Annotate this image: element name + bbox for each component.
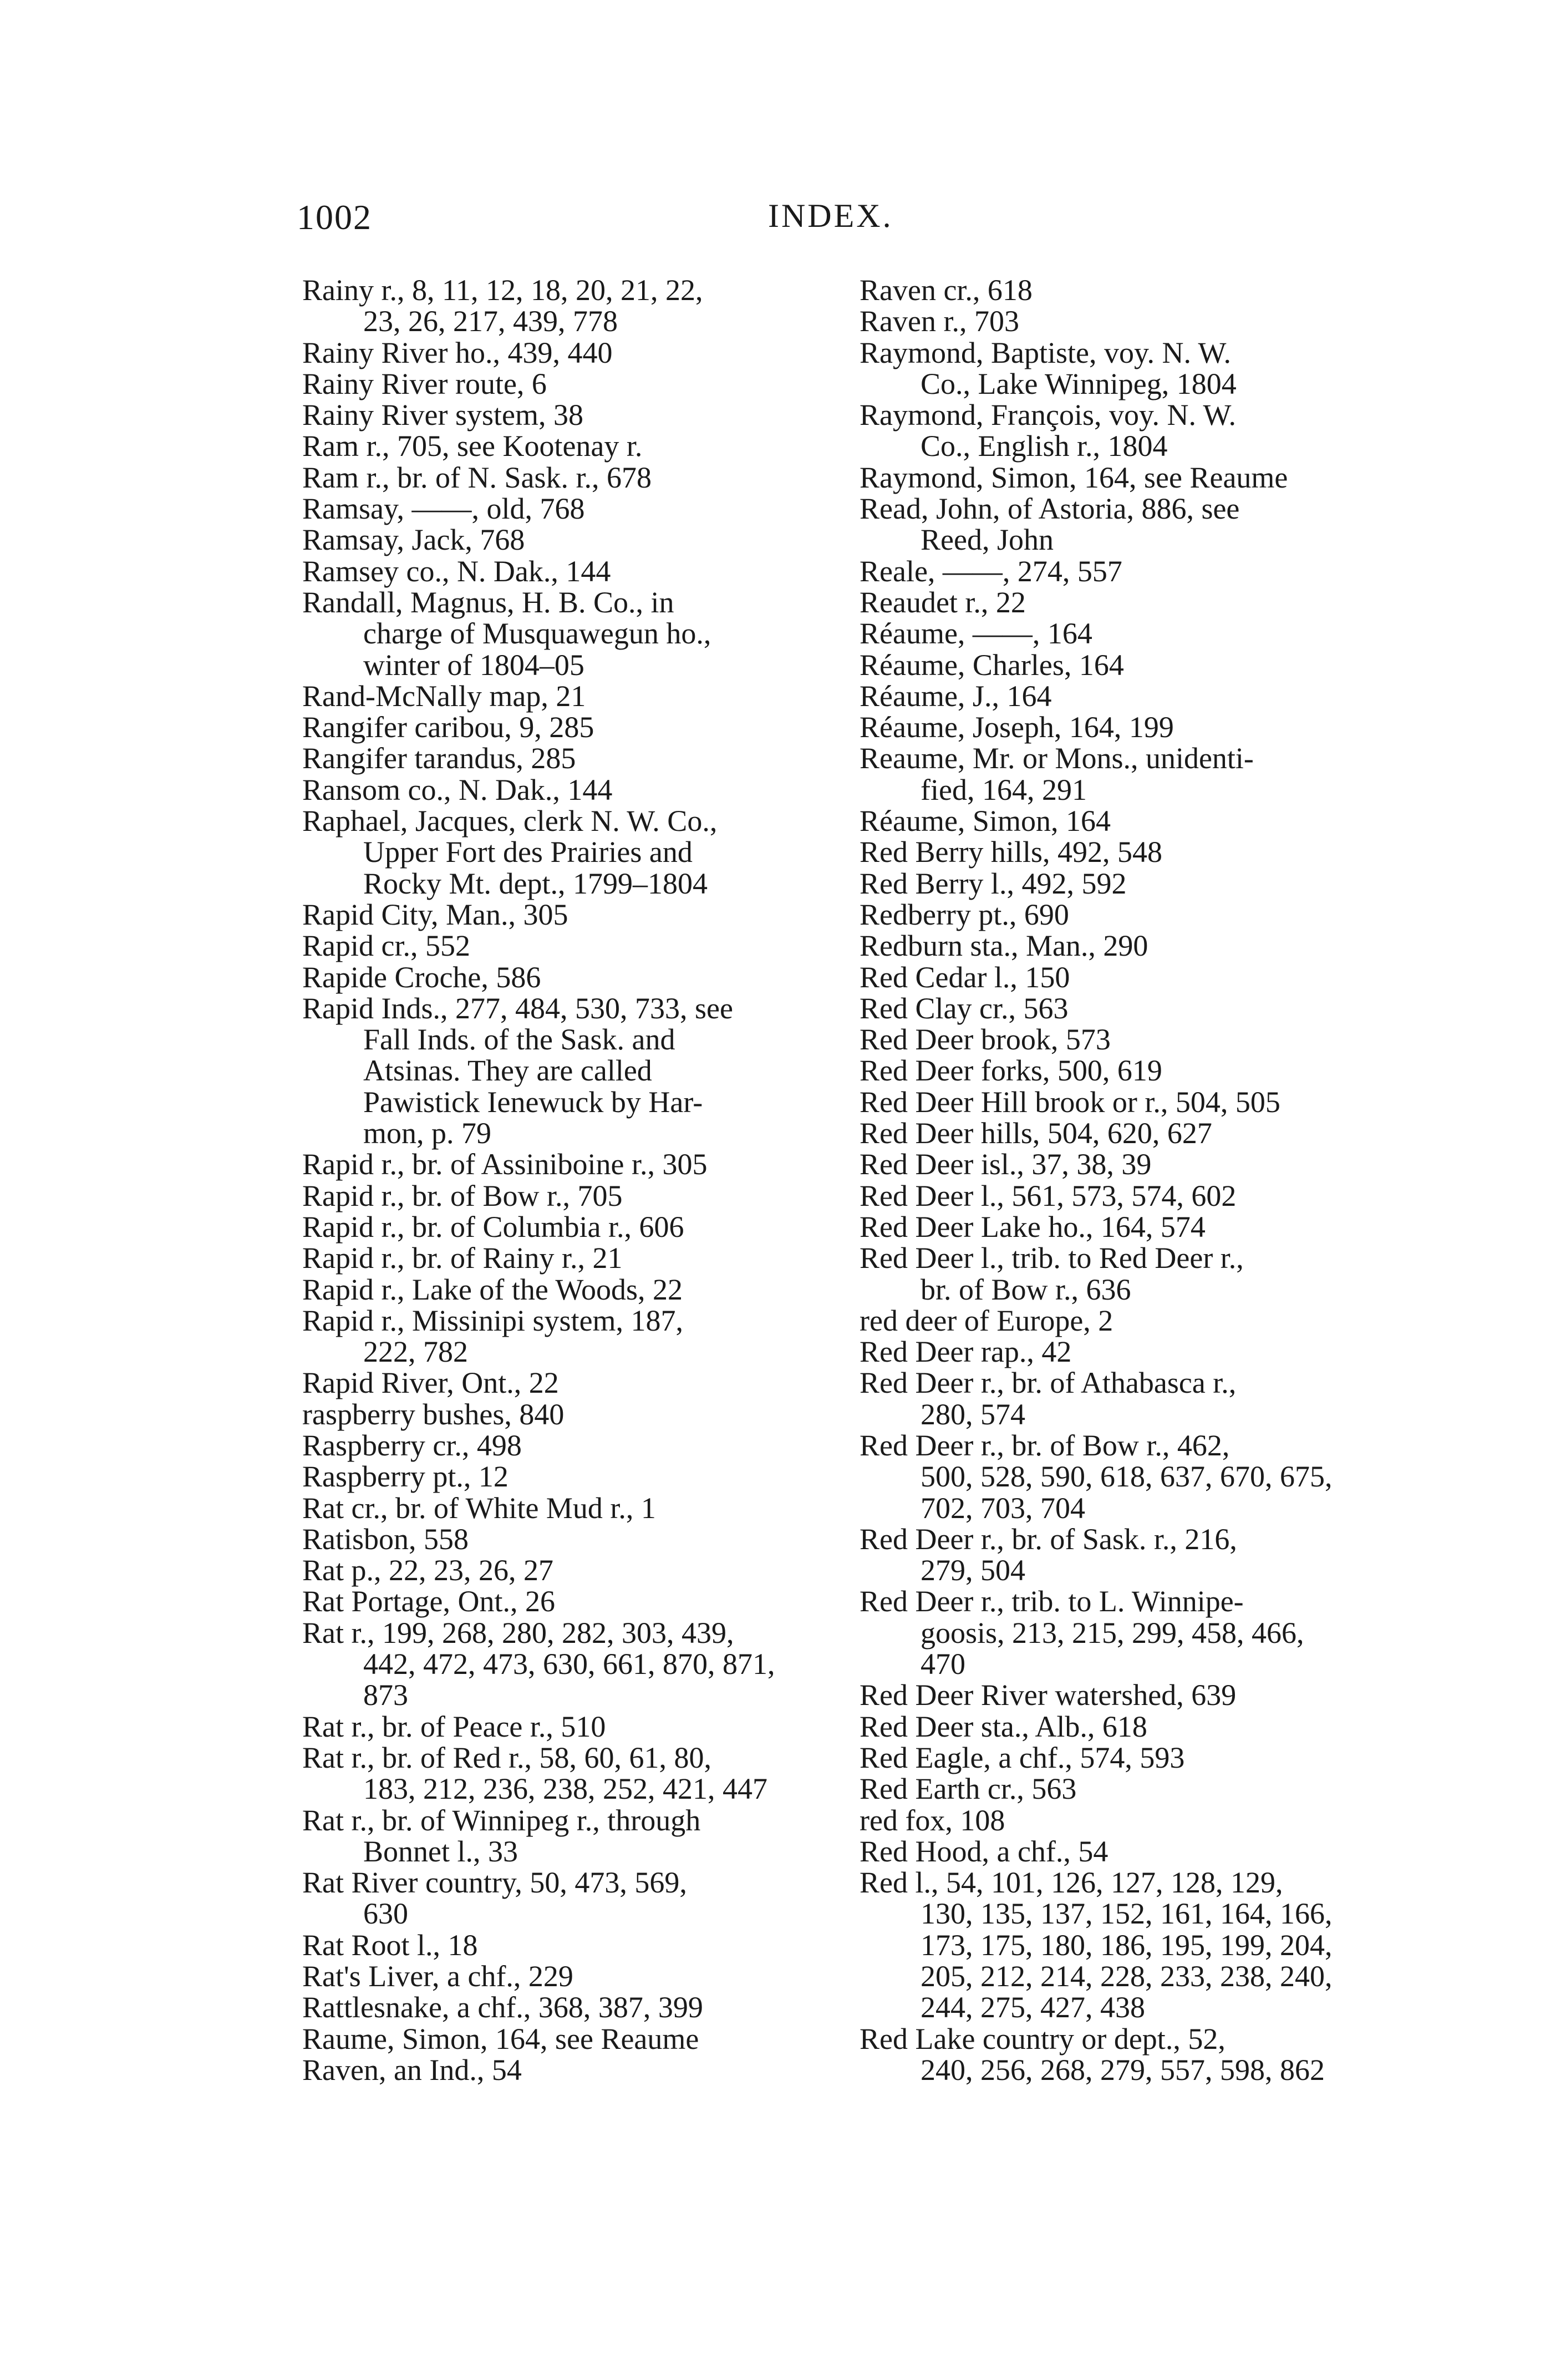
index-entry: Redburn sta., Man., 290 [860, 929, 1148, 963]
index-entry: Raymond, François, voy. N. W. Co., English r., 1804 [860, 398, 1236, 463]
index-entry: Rapide Croche, 586 [302, 960, 541, 994]
index-entry: Red Eagle, a chf., 574, 593 [860, 1740, 1185, 1774]
index-entry: red deer of Europe, 2 [860, 1303, 1113, 1337]
index-entry: Red Deer Hill brook or r., 504, 505 [860, 1085, 1280, 1119]
index-entry: Red Deer r., br. of Sask. r., 216, 279, 504 [860, 1522, 1237, 1587]
index-entry: raspberry bushes, 840 [302, 1397, 565, 1431]
index-entry: Rat r., br. of Peace r., 510 [302, 1709, 606, 1743]
index-entry: Red Earth cr., 563 [860, 1772, 1077, 1806]
index-entry: Red Deer Lake ho., 164, 574 [860, 1210, 1206, 1244]
index-entry: Red Deer r., trib. to L. Winnipe- goosis, 213, 215, 299, 458, 466, 470 [860, 1585, 1304, 1681]
index-entry: Red Deer River watershed, 639 [860, 1678, 1237, 1712]
index-entry: Red Cedar l., 150 [860, 960, 1070, 994]
index-entry: Raymond, Baptiste, voy. N. W. Co., Lake Winnipeg, 1804 [860, 336, 1237, 400]
index-entry: Red Deer l., trib. to Red Deer r., br. of Bow r., 636 [860, 1241, 1244, 1306]
index-entry: Randall, Magnus, H. B. Co., in charge of Musquawegun ho., winter of 1804–05 [302, 585, 711, 682]
index-entry: Red Deer brook, 573 [860, 1023, 1111, 1057]
index-entry: Ramsay, ——, old, 768 [302, 492, 585, 526]
index-entry: Raspberry cr., 498 [302, 1428, 522, 1462]
index-entry: Red Berry hills, 492, 548 [860, 835, 1162, 869]
index-entry: Rat's Liver, a chf., 229 [302, 1960, 573, 1993]
index-entry: Rat r., br. of Red r., 58, 60, 61, 80, 183, 212, 236, 238, 252, 421, 447 [302, 1740, 767, 1806]
index-entry: Réaume, Simon, 164 [860, 804, 1111, 838]
running-head: INDEX. [768, 197, 893, 234]
index-entry: Rangifer caribou, 9, 285 [302, 711, 594, 744]
index-entry: Raspberry pt., 12 [302, 1460, 509, 1494]
index-entry: Red Lake country or dept., 52, 240, 256, 268, 279, 557, 598, 862 [860, 2022, 1325, 2087]
index-entry: Réaume, ——, 164 [860, 617, 1092, 651]
index-entry: Rapid r., br. of Columbia r., 606 [302, 1210, 684, 1244]
index-entry: Rainy r., 8, 11, 12, 18, 20, 21, 22, 23, 26, 217, 439, 778 [302, 273, 703, 338]
index-entry: Rat Portage, Ont., 26 [302, 1585, 555, 1618]
index-entry: Rat p., 22, 23, 26, 27 [302, 1554, 553, 1587]
index-entry: Red Deer isl., 37, 38, 39 [860, 1148, 1152, 1181]
index-entry: Rapid River, Ont., 22 [302, 1366, 559, 1400]
index-entry: Read, John, of Astoria, 886, see Reed, John [860, 492, 1240, 557]
index-entry: Raven cr., 618 [860, 273, 1033, 307]
index-entry: Rapid r., br. of Bow r., 705 [302, 1179, 623, 1212]
index-entry: Rapid City, Man., 305 [302, 897, 568, 931]
page-number: 1002 [297, 197, 372, 237]
index-entry: Réaume, J., 164 [860, 679, 1052, 713]
index-entry: Rainy River ho., 439, 440 [302, 336, 613, 369]
index-entry: Ramsay, Jack, 768 [302, 523, 525, 557]
index-entry: Red Deer forks, 500, 619 [860, 1054, 1162, 1088]
index-entry: Rat r., 199, 268, 280, 282, 303, 439, 442, 472, 473, 630, 661, 870, 871, 873 [302, 1616, 775, 1712]
index-entry: Red Hood, a chf., 54 [860, 1834, 1108, 1868]
index-entry: Rand-McNally map, 21 [302, 679, 586, 713]
index-entry: Rainy River route, 6 [302, 367, 547, 400]
index-entry: Rat Root l., 18 [302, 1928, 478, 1962]
index-entry: Ram r., br. of N. Sask. r., 678 [302, 460, 652, 494]
index-entry: Ram r., 705, see Kootenay r. [302, 429, 643, 463]
index-entry: Red Deer l., 561, 573, 574, 602 [860, 1179, 1237, 1212]
index-entry: Ransom co., N. Dak., 144 [302, 773, 613, 806]
index-entry: Red Deer sta., Alb., 618 [860, 1709, 1147, 1743]
index-entry: red fox, 108 [860, 1803, 1005, 1837]
index-column-left [302, 275, 857, 2085]
index-entry: Red Berry l., 492, 592 [860, 866, 1127, 900]
index-entry: Rapid cr., 552 [302, 929, 470, 963]
index-entry: Reale, ——, 274, 557 [860, 554, 1122, 588]
index-entry: Ramsey co., N. Dak., 144 [302, 554, 611, 588]
index-entry: Red Deer r., br. of Bow r., 462, 500, 528, 590, 618, 637, 670, 675, 702, 703, 704 [860, 1428, 1333, 1525]
index-entry: Rainy River system, 38 [302, 398, 583, 432]
index-entry: Rattlesnake, a chf., 368, 387, 399 [302, 1991, 703, 2024]
index-entry: Red l., 54, 101, 126, 127, 128, 129, 130, 135, 137, 152, 161, 164, 166, 173, 175, 180, 186, 195, 199, 204, 205, 212, 214, 228, 233, 238, 240, 244, 275, 427, 438 [860, 1866, 1333, 2024]
index-entry: Ratisbon, 558 [302, 1522, 469, 1556]
index-entry: Reaume, Mr. or Mons., unidenti- fied, 164, 291 [860, 742, 1254, 806]
index-entry: Rat River country, 50, 473, 569, 630 [302, 1866, 687, 1931]
index-entry: Raymond, Simon, 164, see Reaume [860, 460, 1288, 494]
index-entry: Red Deer r., br. of Athabasca r., 280, 574 [860, 1366, 1237, 1431]
index-entry: Rapid r., Lake of the Woods, 22 [302, 1272, 683, 1306]
index-entry: Red Deer rap., 42 [860, 1335, 1072, 1369]
index-entry: Raven r., 703 [860, 305, 1019, 338]
index-entry: Raume, Simon, 164, see Reaume [302, 2022, 699, 2056]
index-entry: Rangifer tarandus, 285 [302, 742, 576, 775]
index-entry: Raven, an Ind., 54 [302, 2053, 522, 2087]
index-entry: Reaudet r., 22 [860, 585, 1026, 619]
index-entry: Rapid r., br. of Rainy r., 21 [302, 1241, 623, 1275]
index-entry: Red Deer hills, 504, 620, 627 [860, 1117, 1212, 1150]
index-entry: Rat r., br. of Winnipeg r., through Bonnet l., 33 [302, 1803, 701, 1868]
index-entry: Red Clay cr., 563 [860, 991, 1069, 1025]
index-entry: Raphael, Jacques, clerk N. W. Co., Upper Fort des Prairies and Rocky Mt. dept., 1799–1804 [302, 804, 718, 900]
index-entry: Rapid r., br. of Assiniboine r., 305 [302, 1148, 708, 1181]
index-column-right [860, 275, 1414, 2085]
index-entry: Rat cr., br. of White Mud r., 1 [302, 1491, 656, 1525]
index-entry: Rapid Inds., 277, 484, 530, 733, see Fall Inds. of the Sask. and Atsinas. They are called Pawistick Ienewuck by Har- mon, p. 79 [302, 991, 733, 1150]
index-entry: Redberry pt., 690 [860, 897, 1069, 931]
index-entry: Réaume, Charles, 164 [860, 648, 1124, 682]
index-entry: Rapid r., Missinipi system, 187, 222, 782 [302, 1303, 684, 1369]
index-entry: Réaume, Joseph, 164, 199 [860, 711, 1174, 744]
